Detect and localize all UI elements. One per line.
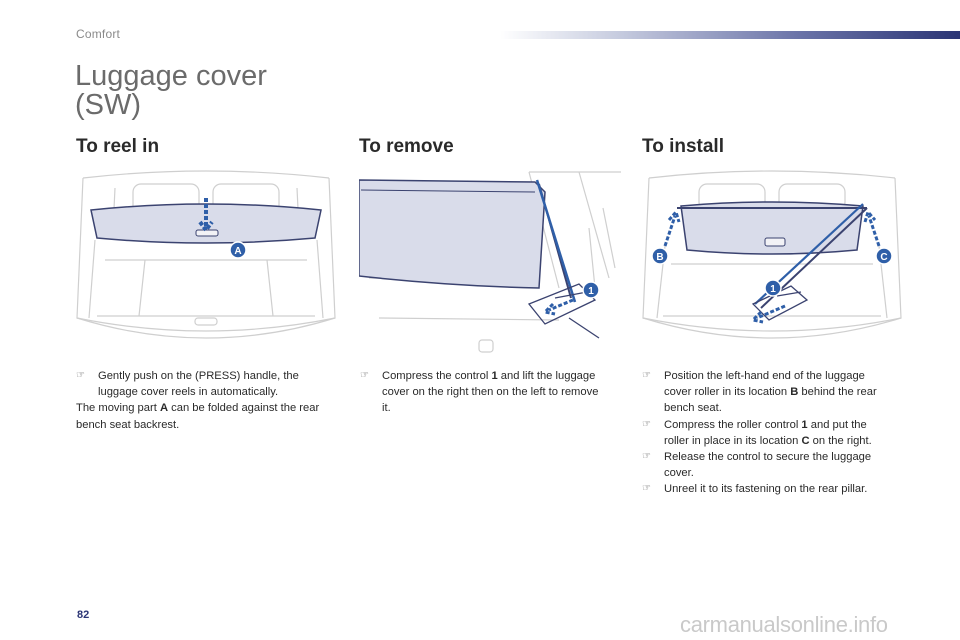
callout-label: 1 (770, 284, 776, 295)
remove-instructions (360, 368, 610, 417)
callout-badge-icon (652, 248, 668, 264)
illustration-install (641, 168, 903, 356)
bullet-pointer-icon: ☞ (642, 483, 651, 495)
reel-in-instructions (76, 368, 326, 433)
heading-reel-in: To reel in (76, 136, 160, 157)
instruction-step: ☞ Unreel it to its fastening on the rear pillar. (642, 481, 892, 497)
bullet-pointer-icon: ☞ (76, 370, 85, 381)
callout-badge-icon (765, 280, 781, 296)
install-instructions (642, 368, 892, 498)
section-name: Comfort (76, 27, 121, 41)
callout-label: B (656, 252, 664, 263)
bullet-pointer-icon: ☞ (360, 370, 369, 381)
bullet-pointer-icon: ☞ (642, 451, 651, 463)
instruction-step: ☞ Compress the control 1 and lift the luggage cover on the right then on the left to remove it. (360, 370, 599, 415)
arrow-icon (665, 212, 679, 246)
illustration-remove (359, 168, 621, 356)
page-title: Luggage cover (SW) (75, 60, 267, 121)
instruction-step: ☞ Compress the roller control 1 and put the roller in place in its location C on the right. (642, 418, 872, 447)
illustration-reel-in (75, 168, 337, 356)
arrow-icon (865, 212, 879, 246)
watermark: carmanualsonline.info (680, 612, 888, 637)
page-number: 82 (77, 609, 90, 621)
heading-install: To install (642, 136, 724, 157)
instruction-note: The moving part A can be folded against the rear bench seat backrest. (76, 402, 320, 431)
instruction-step: ☞ Release the control to secure the luggage cover. (642, 451, 872, 480)
callout-badge-icon (230, 242, 246, 258)
callout-label: 1 (588, 286, 594, 297)
instruction-step: ☞ Position the left-hand end of the luggage cover roller in its location B behind the rear bench seat. (642, 370, 877, 415)
heading-remove: To remove (359, 136, 454, 157)
callout-badge-icon (876, 248, 892, 264)
instruction-step: ☞ Gently push on the (PRESS) handle, the luggage cover reels in automatically. (76, 370, 299, 399)
bullet-pointer-icon: ☞ (642, 418, 651, 430)
callout-label: C (880, 252, 888, 263)
callout-badge-icon (583, 282, 599, 298)
header-gradient-bar (500, 31, 960, 39)
bullet-pointer-icon: ☞ (642, 370, 651, 381)
callout-label: A (234, 246, 242, 257)
